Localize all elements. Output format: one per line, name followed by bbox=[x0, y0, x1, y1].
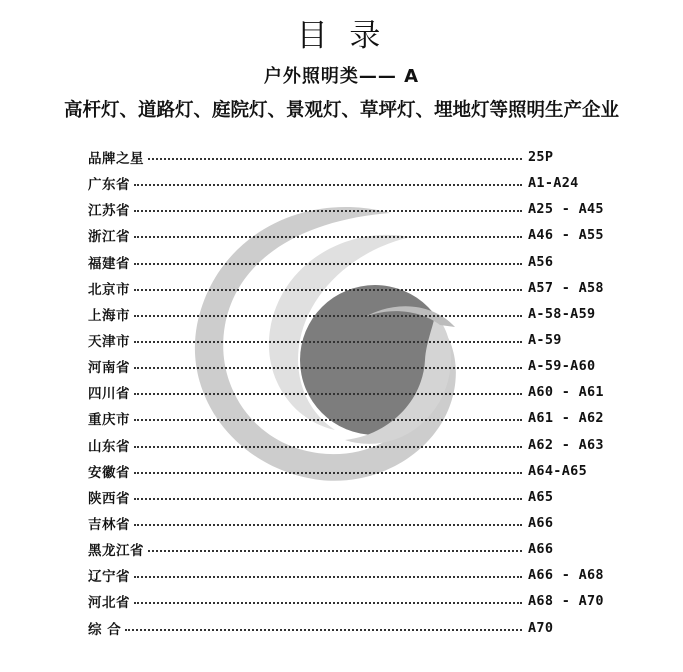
toc-page: A-59 bbox=[528, 332, 562, 349]
toc-row bbox=[88, 222, 628, 248]
toc-leader-dots bbox=[134, 315, 522, 317]
toc-leader-dots bbox=[125, 629, 522, 631]
toc-region: 北京市 bbox=[88, 281, 130, 298]
toc-row bbox=[88, 562, 628, 588]
toc-page: A57 - A58 bbox=[528, 279, 604, 296]
toc-row bbox=[88, 275, 628, 301]
toc-leader-dots bbox=[134, 393, 522, 395]
toc-row bbox=[88, 144, 628, 170]
toc-region: 陕西省 bbox=[88, 490, 130, 507]
toc-page: A65 bbox=[528, 488, 554, 505]
toc-row bbox=[88, 249, 628, 275]
toc-row bbox=[88, 301, 628, 327]
toc-leader-dots bbox=[134, 419, 522, 421]
toc-region: 天津市 bbox=[88, 334, 130, 351]
toc-leader-dots bbox=[134, 524, 522, 526]
toc-region: 广东省 bbox=[88, 177, 130, 194]
toc-row bbox=[88, 170, 628, 196]
category-subtitle: 高杆灯、道路灯、庭院灯、景观灯、草坪灯、埋地灯等照明生产企业 bbox=[63, 100, 619, 121]
page-title: 目 录 bbox=[296, 18, 387, 54]
toc-page: 25P bbox=[528, 149, 554, 166]
toc-region: 江苏省 bbox=[88, 203, 130, 220]
toc-leader-dots bbox=[148, 550, 522, 552]
toc-region: 上海市 bbox=[88, 307, 130, 324]
toc-leader-dots bbox=[134, 184, 522, 186]
toc-leader-dots bbox=[134, 263, 522, 265]
toc-region: 安徽省 bbox=[88, 464, 130, 481]
toc-list bbox=[88, 144, 628, 641]
toc-page: A66 bbox=[528, 515, 554, 532]
toc-leader-dots bbox=[134, 472, 522, 474]
toc-row bbox=[88, 196, 628, 222]
toc-row bbox=[88, 510, 628, 536]
toc-leader-dots bbox=[134, 341, 522, 343]
toc-region: 浙江省 bbox=[88, 229, 130, 246]
toc-row bbox=[88, 458, 628, 484]
toc-leader-dots bbox=[134, 576, 522, 578]
toc-row bbox=[88, 588, 628, 614]
toc-row bbox=[88, 327, 628, 353]
toc-leader-dots bbox=[148, 158, 522, 160]
toc-leader-dots bbox=[134, 602, 522, 604]
toc-page: A46 - A55 bbox=[528, 227, 604, 244]
toc-page: A56 bbox=[528, 253, 554, 270]
toc-leader-dots bbox=[134, 367, 522, 369]
toc-region: 品牌之星 bbox=[88, 151, 144, 168]
toc-page: A1-A24 bbox=[528, 175, 579, 192]
toc-page: A64-A65 bbox=[528, 462, 587, 479]
toc-row bbox=[88, 484, 628, 510]
toc-row bbox=[88, 379, 628, 405]
toc-leader-dots bbox=[134, 498, 522, 500]
toc-row bbox=[88, 353, 628, 379]
toc-leader-dots bbox=[134, 289, 522, 291]
toc-page: A25 - A45 bbox=[528, 201, 604, 218]
toc-region: 山东省 bbox=[88, 438, 130, 455]
toc-region: 综 合 bbox=[88, 621, 122, 638]
toc-page: A62 - A63 bbox=[528, 436, 604, 453]
toc-page: A66 bbox=[528, 541, 554, 558]
toc-page: A70 bbox=[528, 619, 554, 636]
toc-leader-dots bbox=[134, 210, 522, 212]
toc-page: A60 - A61 bbox=[528, 384, 604, 401]
toc-region: 重庆市 bbox=[88, 412, 130, 429]
toc-row bbox=[88, 536, 628, 562]
toc-page: A66 - A68 bbox=[528, 567, 604, 584]
toc-leader-dots bbox=[134, 446, 522, 448]
toc-region: 福建省 bbox=[88, 255, 130, 272]
toc-row bbox=[88, 615, 628, 641]
toc-leader-dots bbox=[134, 236, 522, 238]
toc-page: A-59-A60 bbox=[528, 358, 596, 375]
category-title: 户外照明类—— A bbox=[263, 66, 420, 87]
toc-region: 辽宁省 bbox=[88, 569, 130, 586]
toc-page: A-58-A59 bbox=[528, 305, 596, 322]
toc-region: 河北省 bbox=[88, 595, 130, 612]
toc-region: 河南省 bbox=[88, 360, 130, 377]
toc-row bbox=[88, 432, 628, 458]
toc-row bbox=[88, 405, 628, 431]
toc-page: A61 - A62 bbox=[528, 410, 604, 427]
toc-region: 吉林省 bbox=[88, 517, 130, 534]
toc-region: 四川省 bbox=[88, 386, 130, 403]
toc-page: A68 - A70 bbox=[528, 593, 604, 610]
toc-region: 黑龙江省 bbox=[88, 543, 144, 560]
